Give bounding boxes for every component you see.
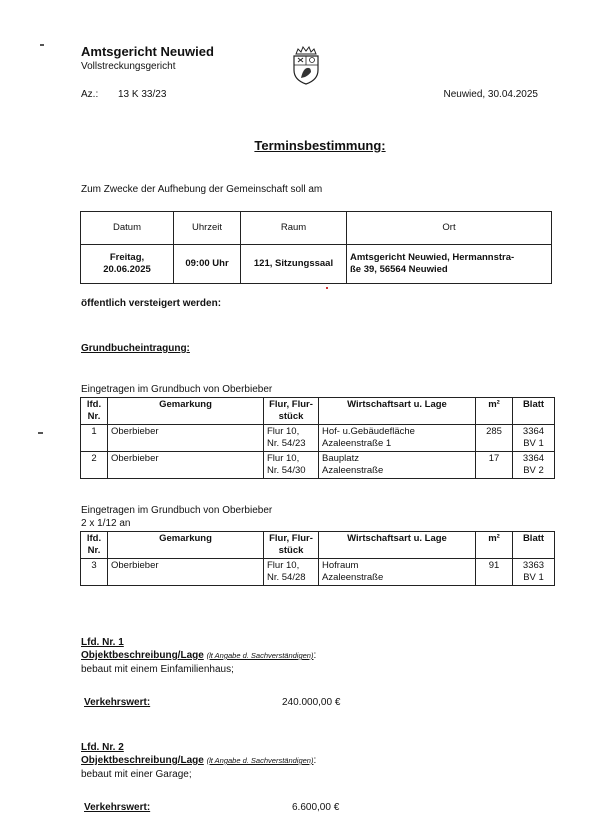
market-value: 240.000,00 €	[282, 697, 341, 708]
cell-line: Azaleenstraße	[322, 465, 384, 476]
cell-nr: 2	[81, 452, 108, 479]
cell-nr: 3	[81, 559, 108, 586]
column-header: Raum	[241, 212, 347, 245]
cell-line: Bauplatz	[322, 453, 359, 464]
appointment-day: 20.06.2025	[103, 264, 151, 275]
cell-line: Nr. 54/30	[267, 465, 306, 476]
column-header-text: Flur, Flur-	[269, 399, 313, 410]
column-header-text: Flur, Flur-	[269, 533, 313, 544]
cell-line: Flur 10,	[267, 426, 300, 437]
item-description-colon: :	[313, 755, 317, 766]
appointment-room: 121, Sitzungssaal	[241, 245, 347, 284]
cell-blatt	[513, 425, 555, 452]
land-register-table	[80, 397, 555, 479]
column-header-blatt: Blatt	[513, 398, 555, 425]
cell-line: Azaleenstraße 1	[322, 438, 392, 449]
cell-flur	[264, 559, 319, 586]
cell-gemarkung: Oberbieber	[108, 559, 264, 586]
cell-line: Hofraum	[322, 560, 359, 571]
column-header-m2: m²	[476, 532, 513, 559]
item-description-text: bebaut mit einem Einfamilienhaus;	[81, 664, 234, 675]
cell-flur	[264, 425, 319, 452]
cell-line: Hof- u.Gebäudefläche	[322, 426, 415, 437]
column-header-text: stück	[278, 545, 304, 556]
cell-blatt	[513, 452, 555, 479]
column-header-m2: m²	[476, 398, 513, 425]
column-header-text: Nr.	[87, 545, 101, 556]
column-header-gemarkung: Gemarkung	[108, 398, 264, 425]
item-description-note: (lt Angabe d. Sachverständigen)	[206, 651, 314, 660]
column-header-gemarkung: Gemarkung	[108, 532, 264, 559]
item-description-colon: :	[313, 650, 317, 661]
register-caption: Eingetragen im Grundbuch von Oberbieber	[81, 384, 273, 395]
cell-nr: 1	[81, 425, 108, 452]
column-header: Uhrzeit	[174, 212, 241, 245]
appointment-place	[347, 245, 552, 284]
item-description-label: Objektbeschreibung/Lage	[81, 650, 204, 661]
table-row	[81, 245, 552, 284]
cell-line: Flur 10,	[267, 560, 300, 571]
column-header-flur	[264, 398, 319, 425]
case-number: 13 K 33/23	[118, 89, 167, 100]
item-heading: Lfd. Nr. 2	[81, 742, 124, 753]
cell-line: Nr. 54/23	[267, 438, 306, 449]
column-header: Ort	[347, 212, 552, 245]
column-header: Datum	[81, 212, 174, 245]
cell-m2: 91	[476, 559, 513, 586]
cell-m2: 285	[476, 425, 513, 452]
column-header-flur	[264, 532, 319, 559]
item-description-line	[81, 650, 316, 661]
intro-text: Zum Zwecke der Aufhebung der Gemeinschaft soll am	[81, 184, 323, 195]
scan-mark	[40, 44, 44, 46]
item-description-line	[81, 755, 316, 766]
item-description-note: (lt Angabe d. Sachverständigen)	[206, 756, 314, 765]
cell-wirtschaft	[319, 452, 476, 479]
column-header-text: stück	[278, 411, 304, 422]
land-register-table	[80, 531, 555, 586]
item-heading: Lfd. Nr. 1	[81, 637, 124, 648]
land-register-heading: Grundbucheintragung:	[81, 343, 190, 354]
page-title: Terminsbestimmung:	[254, 138, 386, 153]
column-header-wirtschaft: Wirtschaftsart u. Lage	[319, 398, 476, 425]
item-description-label: Objektbeschreibung/Lage	[81, 755, 204, 766]
table-header-row	[81, 398, 555, 425]
table-row	[81, 559, 555, 586]
cell-line: BV 1	[523, 572, 544, 583]
cell-line: 3363	[522, 560, 545, 571]
cell-flur	[264, 452, 319, 479]
cell-m2: 17	[476, 452, 513, 479]
register-caption: Eingetragen im Grundbuch von Oberbieber	[81, 505, 273, 516]
table-header-row	[81, 532, 555, 559]
cell-line: Flur 10,	[267, 453, 300, 464]
market-value-label: Verkehrswert:	[84, 697, 151, 708]
cell-line: BV 1	[523, 438, 544, 449]
cell-line: Azaleenstraße	[322, 572, 384, 583]
auction-text: öffentlich versteigert werden:	[81, 298, 222, 309]
place-date: Neuwied, 30.04.2025	[443, 89, 538, 100]
market-value-label: Verkehrswert:	[84, 802, 151, 813]
table-row	[81, 452, 555, 479]
column-header-text: lfd.	[86, 399, 102, 410]
scan-mark	[38, 432, 43, 434]
cell-gemarkung: Oberbieber	[108, 452, 264, 479]
coat-of-arms-icon	[290, 44, 322, 86]
column-header-lfd	[81, 532, 108, 559]
column-header-blatt: Blatt	[513, 532, 555, 559]
scan-mark	[326, 287, 328, 289]
cell-blatt	[513, 559, 555, 586]
cell-gemarkung: Oberbieber	[108, 425, 264, 452]
cell-line: 3364	[522, 453, 545, 464]
column-header-text: Nr.	[87, 411, 101, 422]
appointment-time: 09:00 Uhr	[174, 245, 241, 284]
appointment-place-line: ße 39, 56564 Neuwied	[350, 264, 448, 275]
appointment-date	[81, 245, 174, 284]
table-header-row	[81, 212, 552, 245]
cell-wirtschaft	[319, 559, 476, 586]
cell-line: BV 2	[523, 465, 544, 476]
court-department: Vollstreckungsgericht	[81, 61, 176, 72]
appointment-place-line: Amtsgericht Neuwied, Hermannstra-	[350, 252, 515, 263]
table-row	[81, 425, 555, 452]
case-number-label: Az.:	[81, 89, 99, 100]
cell-wirtschaft	[319, 425, 476, 452]
item-description-text: bebaut mit einer Garage;	[81, 769, 192, 780]
register-share: 2 x 1/12 an	[81, 518, 131, 529]
cell-line: 3364	[522, 426, 545, 437]
market-value: 6.600,00 €	[292, 802, 340, 813]
column-header-wirtschaft: Wirtschaftsart u. Lage	[319, 532, 476, 559]
court-name: Amtsgericht Neuwied	[81, 44, 214, 59]
appointment-weekday: Freitag,	[109, 252, 145, 263]
column-header-lfd	[81, 398, 108, 425]
appointment-table	[80, 211, 552, 284]
column-header-text: lfd.	[86, 533, 102, 544]
cell-line: Nr. 54/28	[267, 572, 306, 583]
